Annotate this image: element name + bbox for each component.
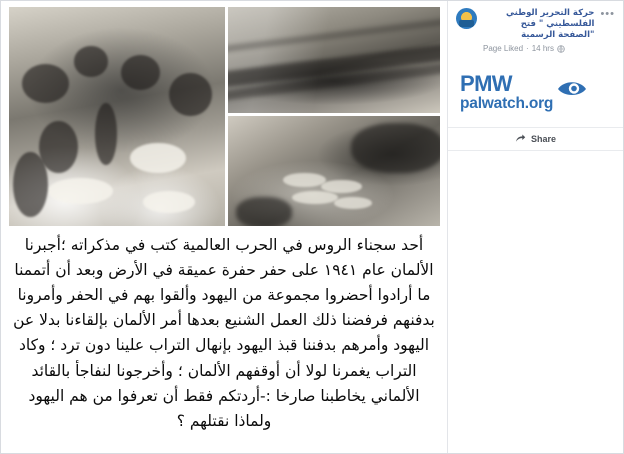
page-name-link[interactable]: حركة التحرير الوطني الفلسطيني " فتح "الصفحة الرسمية bbox=[506, 8, 595, 41]
pmw-line1: PMW bbox=[460, 71, 512, 97]
post-header bbox=[448, 1, 623, 53]
eye-logo-icon bbox=[557, 77, 587, 100]
pmw-watermark bbox=[460, 73, 623, 111]
page-avatar[interactable] bbox=[456, 8, 477, 29]
separator-dot: · bbox=[526, 44, 529, 54]
post-subtitle bbox=[483, 44, 594, 53]
globe-icon bbox=[557, 45, 565, 53]
page-liked-label: Page Liked bbox=[483, 44, 524, 54]
share-label: Share bbox=[530, 134, 556, 144]
share-button[interactable] bbox=[448, 127, 623, 151]
page-meta bbox=[483, 8, 594, 53]
photo-prisoners-group[interactable] bbox=[9, 7, 225, 226]
photo-collage[interactable] bbox=[9, 7, 439, 227]
photo-trench-bodies[interactable] bbox=[228, 116, 440, 226]
more-options-icon[interactable]: ••• bbox=[600, 8, 615, 20]
post-meta-panel bbox=[447, 1, 623, 453]
photo-mass-grave-trench[interactable] bbox=[228, 7, 440, 113]
post-body-text: أحد سجناء الروس في الحرب العالمية كتب في مذكراته ؛أجبرنا الألمان عام ١٩٤١ على حفر حفرة عميقة في الأرض وبعد أن أتممنا ما أرادوا أحضروا مجموعة من اليهود وألقوا بهم في الحفر وأمرونا بدفنهم فرفضنا ذلك العمل الشنيع بعدها أمر الألمان بإلقاءنا بدلا عن اليهود وأمرهم بدفننا قبذ اليهود بإنهال التراب علينا دون ترد ؛ وكاد التراب يغمرنا لولا أن أوقفهم الألمان ؛ وأخرجونا لنفاجأ بالقائد الألماني يخاطبنا صارخا :-أردتكم فقط أن تعرفوا من هم اليهود ولماذا نقتلهم ؟ bbox=[13, 236, 435, 430]
post-timestamp[interactable]: 14 hrs bbox=[531, 44, 554, 54]
pmw-line2: palwatch.org bbox=[460, 94, 554, 112]
post-content-area bbox=[1, 1, 447, 453]
pmw-wordmark bbox=[460, 73, 553, 111]
share-arrow-icon bbox=[515, 134, 526, 144]
